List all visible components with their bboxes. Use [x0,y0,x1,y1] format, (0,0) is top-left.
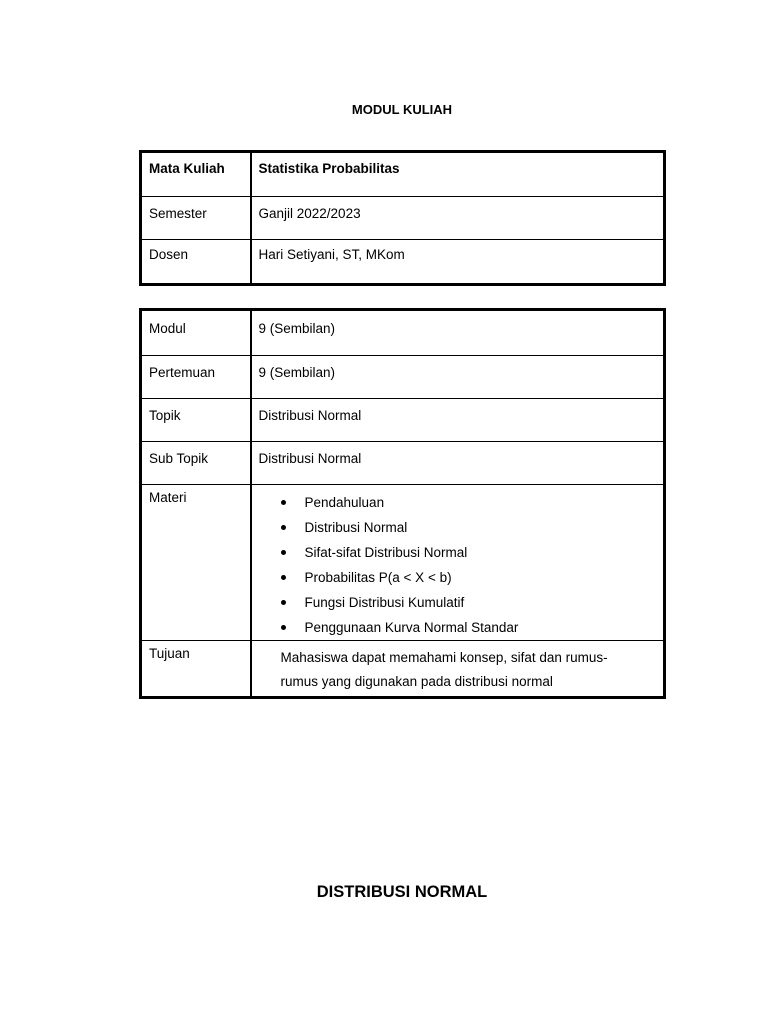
table-row [141,442,665,485]
objective-text: Mahasiswa dapat memahami konsep, sifat dan rumus-rumus yang digunakan pada distribusi normal [280,650,608,689]
table-row [141,152,665,197]
semester-label: Semester [141,197,251,240]
module-info-table [139,308,666,699]
topic-label: Topik [141,399,251,442]
list-item: Probabilitas P(a < X < b) [281,565,664,590]
table-row [141,485,665,641]
topic-value: Distribusi Normal [251,399,665,442]
lecturer-label: Dosen [141,240,251,285]
table-row [141,399,665,442]
section-title: DISTRIBUSI NORMAL [316,883,488,901]
module-label: Modul [141,310,251,356]
table-row [141,197,665,240]
course-value: Statistika Probabilitas [251,152,665,197]
material-list [259,490,664,640]
list-item: Distribusi Normal [281,515,664,540]
subtopic-label: Sub Topik [141,442,251,485]
module-value: 9 (Sembilan) [251,310,665,356]
page-heading: MODUL KULIAH [351,102,453,117]
material-value [251,485,665,641]
table-row [141,641,665,698]
meeting-value: 9 (Sembilan) [251,356,665,399]
table-row [141,356,665,399]
subtopic-value: Distribusi Normal [251,442,665,485]
list-item: Fungsi Distribusi Kumulatif [281,590,664,615]
course-info-table [139,150,666,286]
objective-label: Tujuan [141,641,251,698]
list-item: Penggunaan Kurva Normal Standar [281,615,664,640]
objective-value [251,641,665,698]
lecturer-value: Hari Setiyani, ST, MKom [251,240,665,285]
semester-value: Ganjil 2022/2023 [251,197,665,240]
table-row [141,240,665,285]
meeting-label: Pertemuan [141,356,251,399]
table-row [141,310,665,356]
material-label: Materi [141,485,251,641]
list-item: Pendahuluan [281,490,664,515]
list-item: Sifat-sifat Distribusi Normal [281,540,664,565]
course-label: Mata Kuliah [141,152,251,197]
